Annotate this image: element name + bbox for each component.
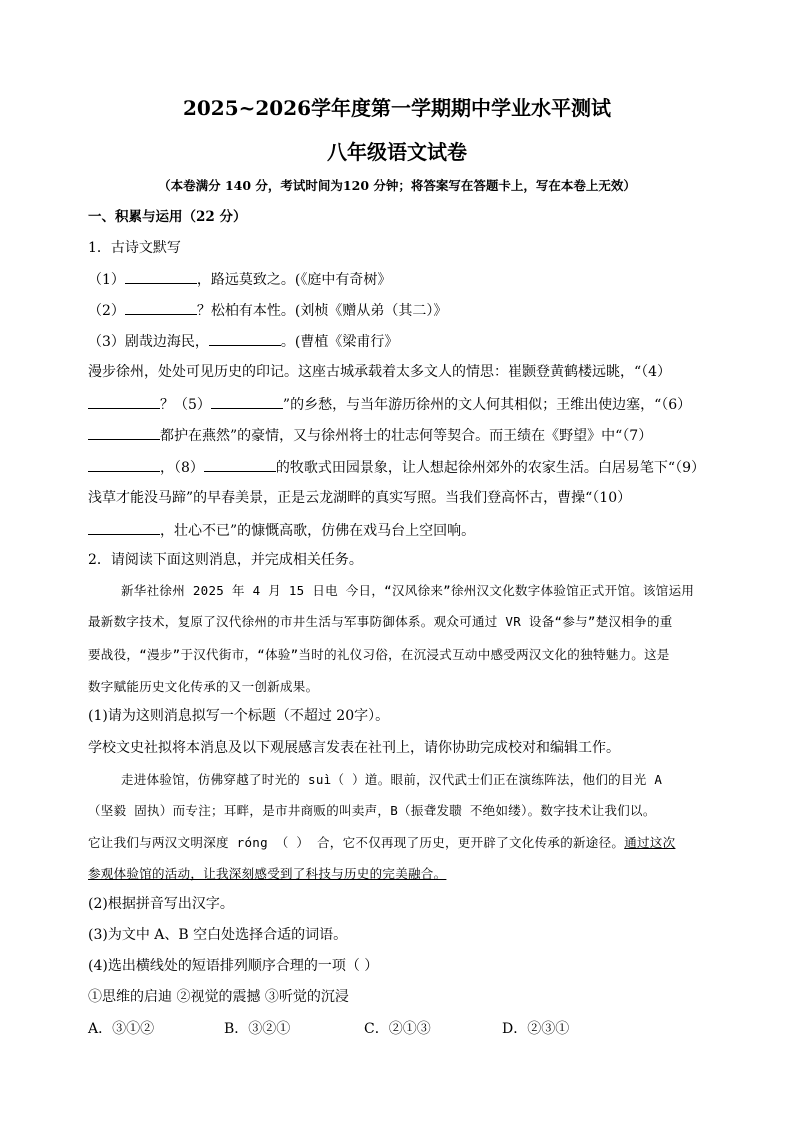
exam-subtitle: 八年级语文试卷 [327,140,467,164]
q1-passage-line-5: 浅草才能没马蹄”的早春美景，正是云龙湖畔的真实写照。当我们登高怀古，曹操“（10） [88,490,632,506]
question-1-label: 1．古诗文默写 [88,240,181,256]
phrase-list: ①思维的启迪 ②视觉的震撼 ③听觉的沉浸 [88,989,349,1005]
essay-line-4-underlined: 参观体验馆的活动，让我深刻感受到了科技与历史的完美融合。 [88,866,447,881]
q1-passage-line-2: ？（5） ”的乡愁，与当年游历徐州的文人何其相似；王维出使边塞，“（6） [88,394,691,415]
essay-line-2: （坚毅 固执）而专注；耳畔，是市井商贩的叫卖声，B（振聋发聩 不绝如缕）。数字技术让我们以。 [88,803,656,818]
q1-line-1: （1） ，路远莫致之。(《庭中有奇树》 [88,269,391,290]
exam-title: 2025~2026学年度第一学期期中学业水平测试 [182,96,612,120]
essay-line-3: 它让我们与两汉文明深度 róng （ ） 合，它不仅再现了历史，更开辟了文化传承的新途径。通过这次 [88,835,676,850]
subquestion-2: (2)根据拼音写出汉字。 [88,896,234,912]
q1-line-3: （3）剧哉边海民， 。(曹植《梁甫行》 [88,331,398,352]
q1-passage-line-1: 漫步徐州，处处可见历史的印记。这座古城承载着太多文人的情思：崔颢登黄鹤楼远眺，“（4） [88,364,672,380]
option-b: B．③②① [224,1021,291,1037]
option-c: C．②①③ [364,1021,431,1037]
essay-line-1: 走进体验馆，仿佛穿越了时光的 suì（ ）道。眼前，汉代武士们正在演练阵法，他们的目光 A [121,772,663,787]
news-line-3: 要战役，“漫步”于汉代街市，“体验”当时的礼仪习俗，在沉浸式互动中感受两汉文化的独特魅力。这是 [88,647,670,662]
q1-passage-line-6: ，壮心不已”的慷慨高歌，仿佛在戏马台上空回响。 [88,520,475,541]
q1-line-2: （2） ？松柏有本性。(刘桢《赠从弟（其二）》 [88,300,447,321]
news-line-4: 数字赋能历史文化传承的又一创新成果。 [88,679,319,694]
option-a: A．③①② [88,1021,155,1037]
question-2-label: 2．请阅读下面这则消息，并完成相关任务。 [88,552,363,568]
answer-blank [88,394,160,409]
exam-instructions: （本卷满分 140 分，考试时间为120 分钟；将答案写在答题卡上，写在本卷上无效） [158,178,636,193]
answer-blank [88,457,160,472]
option-d: D．②③① [502,1021,570,1037]
answer-blank [125,300,197,315]
answer-blank [125,269,197,284]
q1-passage-line-4: ，（8） 的牧歌式田园景象，让人想起徐州郊外的农家生活。白居易笔下“（9） [88,457,705,478]
answer-blank [204,457,276,472]
underlined-sentence: 通过这次 [624,835,676,850]
answer-blank [88,520,160,535]
editing-intro: 学校文史社拟将本消息及以下观展感言发表在社刊上，请你协助完成校对和编辑工作。 [88,740,620,756]
answer-blank [209,331,281,346]
news-line-1: 新华社徐州 2025 年 4 月 15 日电 今日，“汉风徐来”徐州汉文化数字体验馆正式开馆。该馆运用 [121,583,695,598]
subquestion-4: (4)选出横线处的短语排列顺序合理的一项（ ） [88,958,379,974]
answer-blank [211,394,283,409]
answer-blank [88,425,160,440]
section-heading: 一、积累与运用（22 分） [88,209,247,225]
q1-passage-line-3: 都护在燕然”的豪情，又与徐州将士的壮志何等契合。而王绩在《野望》中“（7） [88,425,652,446]
subquestion-1: (1)请为这则消息拟写一个标题（不超过 20字）。 [88,708,390,724]
subquestion-3: (3)为文中 A、B 空白处选择合适的词语。 [88,927,348,943]
news-line-2: 最新数字技术，复原了汉代徐州的市井生活与军事防御体系。观众可通过 VR 设备“参与”楚汉相争的重 [88,614,673,629]
